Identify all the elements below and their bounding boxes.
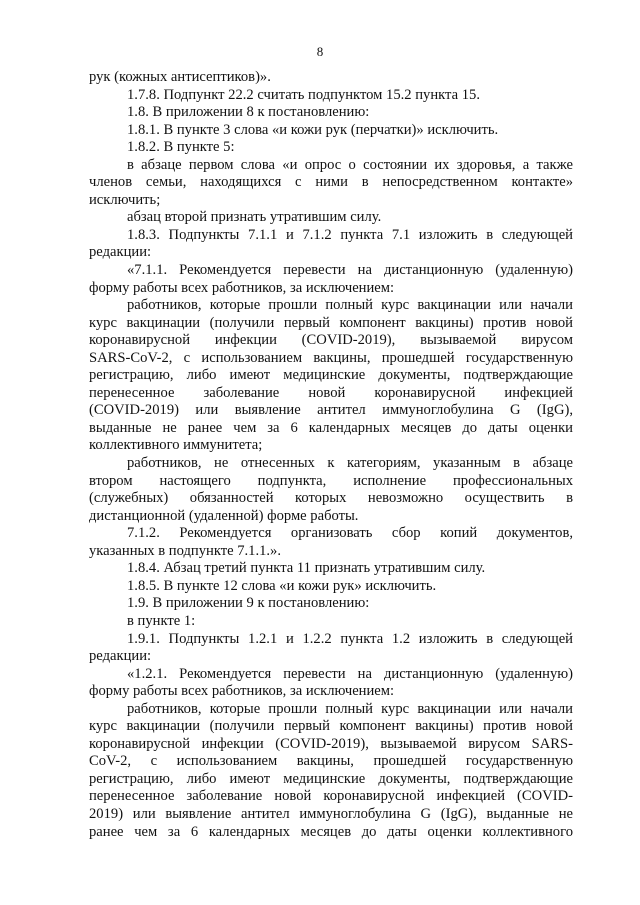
text-line: (служебных) обязанностей которых невозможно осуществить в — [89, 490, 573, 507]
text-line: работников, не отнесенных к категориям, указанным в абзаце — [127, 455, 573, 472]
text-line: 1.9. В приложении 9 к постановлению: — [127, 595, 370, 612]
text-line: работников, которые прошли полный курс вакцинации или начали — [127, 700, 573, 717]
text-line: ранее чем за 6 календарных месяцев до даты оценки коллективного — [89, 823, 573, 840]
paragraph — [89, 157, 573, 210]
text-line: SARS-CoV-2, с использованием вакцины, прошедшей государственную — [89, 349, 573, 366]
text-line: 1.8.1. В пункте 3 слова «и кожи рук (перчатки)» исключить. — [127, 121, 499, 138]
text-line: 2019) или выявление антител иммуноглобулина G (IgG), выданные не — [89, 805, 573, 822]
text-line: в пункте 1: — [127, 612, 196, 629]
paragraph — [89, 139, 573, 157]
text-line: коронавирусной инфекции (COVID-2019), вызываемой вирусом — [89, 332, 573, 349]
text-line: редакции: — [89, 244, 152, 261]
text-line: рук (кожных антисептиков)». — [89, 69, 271, 85]
text-line: форму работы всех работников, за исключением: — [89, 279, 395, 296]
paragraph — [89, 262, 573, 297]
text-line: 1.8.5. В пункте 12 слова «и кожи рук» исключить. — [127, 577, 437, 594]
text-line: курс вакцинации (получили первый компонент вакцины) против новой — [89, 718, 573, 735]
text-line: (COVID-2019) или выявление антител иммуноглобулина G (IgG), — [89, 402, 573, 419]
text-line: выданные не ранее чем за 6 календарных месяцев до даты оценки — [89, 419, 573, 436]
text-line: втором настоящего подпункта, исполнение профессиональных — [89, 472, 573, 489]
text-line: 1.9.1. Подпункты 1.2.1 и 1.2.2 пункта 1.2 изложить в следующей — [127, 630, 573, 647]
text-line: перенесенное заболевание новой коронавирусной инфекцией — [89, 384, 573, 401]
text-line: коронавирусной инфекции (COVID-2019), вызываемой вирусом SARS- — [89, 735, 573, 752]
text-line: форму работы всех работников, за исключением: — [89, 683, 395, 700]
paragraph — [89, 525, 573, 560]
text-line: исключить; — [89, 191, 161, 208]
text-line: 1.8.2. В пункте 5: — [127, 139, 235, 156]
text-line: коллективного иммунитета; — [89, 437, 263, 454]
text-line: «1.2.1. Рекомендуется перевести на дистанционную (удаленную) — [127, 665, 573, 682]
paragraph — [89, 666, 573, 701]
text-line: абзац второй признать утратившим силу. — [127, 209, 382, 226]
paragraph — [89, 578, 573, 596]
text-line: курс вакцинации (получили первый компонент вакцины) против новой — [89, 314, 573, 331]
paragraph — [89, 297, 573, 455]
text-line: в абзаце первом слова «и опрос о состоянии их здоровья, а также — [127, 156, 573, 173]
text-line: 1.8.4. Абзац третий пункта 11 признать утратившим силу. — [127, 560, 486, 577]
text-line: дистанционной (удаленной) форме работы. — [89, 507, 359, 524]
text-line: 1.8.3. Подпункты 7.1.1 и 7.1.2 пункта 7.1 изложить в следующей — [127, 226, 573, 243]
text-line: редакции: — [89, 648, 152, 665]
paragraph — [89, 122, 573, 140]
text-line: работников, которые прошли полный курс вакцинации или начали — [127, 297, 573, 314]
paragraph — [89, 560, 573, 578]
text-line: 1.8. В приложении 8 к постановлению: — [127, 104, 370, 121]
document-body — [89, 69, 573, 841]
text-line: членов семьи, находящихся с ними в непосредственном контакте» — [89, 174, 573, 191]
paragraph — [89, 631, 573, 666]
text-line: перенесенное заболевание новой коронавирусной инфекцией (COVID- — [89, 788, 573, 805]
paragraph — [89, 455, 573, 525]
text-line: CoV-2, с использованием вакцины, прошедшей государственную — [89, 753, 573, 770]
paragraph — [89, 87, 573, 105]
paragraph — [89, 595, 573, 613]
paragraph — [89, 209, 573, 227]
text-line: регистрацию, либо имеют медицинские документы, подтверждающие — [89, 367, 573, 384]
paragraph — [89, 69, 573, 87]
page-number: 8 — [316, 44, 324, 59]
paragraph — [89, 701, 573, 841]
text-line: указанных в подпункте 7.1.1.». — [89, 542, 282, 559]
paragraph — [89, 104, 573, 122]
text-line: 7.1.2. Рекомендуется организовать сбор копий документов, — [127, 525, 573, 542]
paragraph — [89, 613, 573, 631]
text-line: регистрацию, либо имеют медицинские документы, подтверждающие — [89, 770, 573, 787]
text-line: 1.7.8. Подпункт 22.2 считать подпунктом 15.2 пункта 15. — [127, 86, 480, 103]
paragraph — [89, 227, 573, 262]
text-line: «7.1.1. Рекомендуется перевести на дистанционную (удаленную) — [127, 262, 573, 279]
